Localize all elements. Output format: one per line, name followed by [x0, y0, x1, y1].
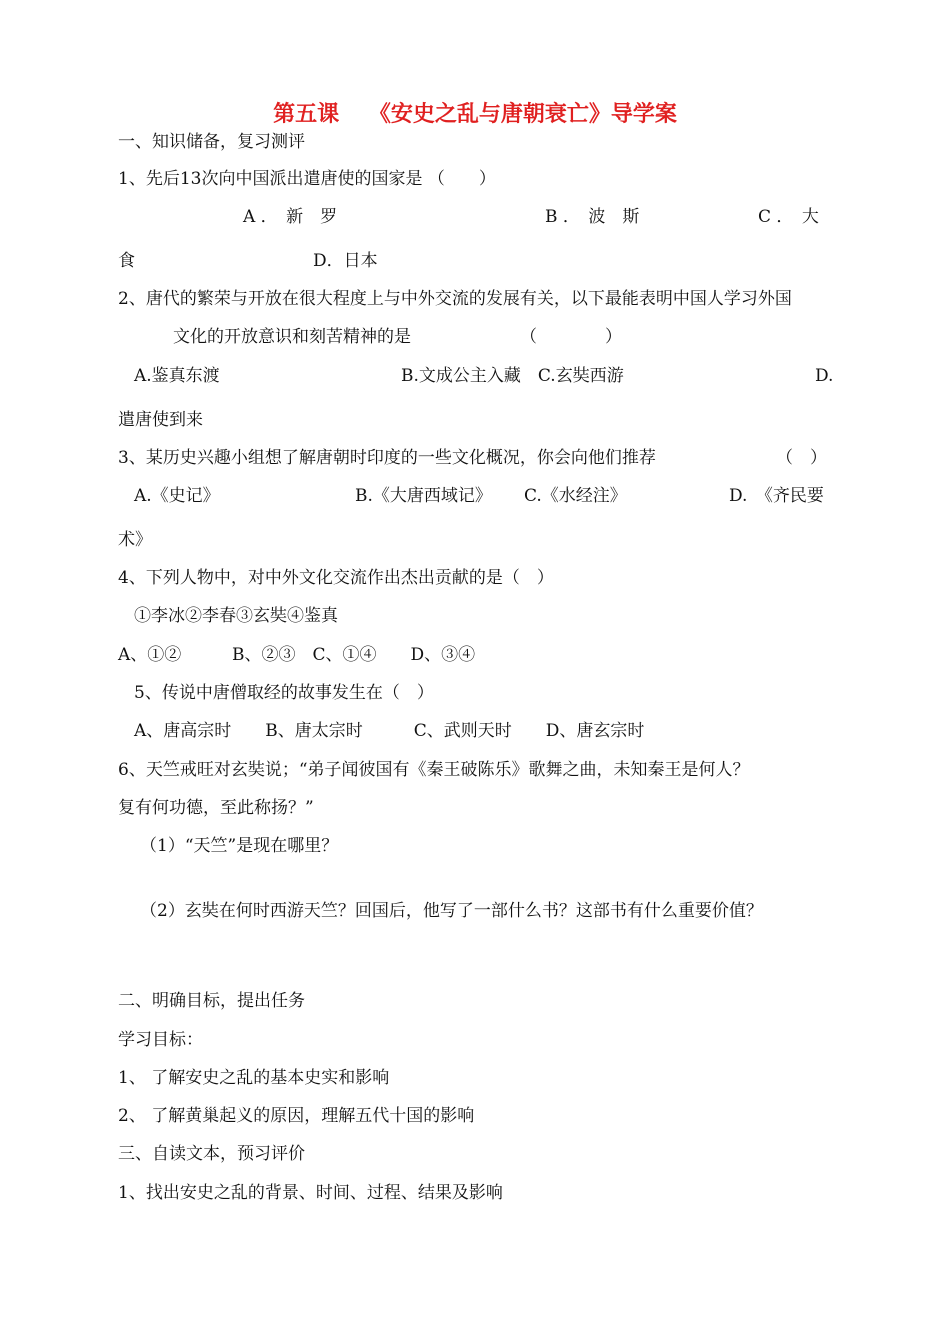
q1-option-a: A ． 新 罗	[243, 207, 338, 227]
q5-stem: 5、传说中唐僧取经的故事发生在（ ）	[134, 683, 434, 703]
goal-1: 1、 了解安史之乱的基本史实和影响	[118, 1068, 390, 1088]
q1-stem: 1、先后13次向中国派出遣唐使的国家是 （ ）	[118, 169, 496, 189]
page-title: 第五课 《安史之乱与唐朝衰亡》导学案	[273, 102, 677, 127]
goals-label: 学习目标：	[118, 1030, 203, 1050]
q2-answer-paren: （ ）	[520, 327, 622, 347]
q1-option-d: D．日本	[313, 251, 378, 271]
q5-options: A、唐高宗时 B、唐太宗时 C、武则天时 D、唐玄宗时	[134, 721, 645, 741]
q3-option-d: D. 《齐民要	[729, 486, 824, 506]
q3-answer-paren: （ ）	[776, 448, 827, 468]
q6-stem-cont: 复有何功德，至此称扬？”	[118, 798, 314, 818]
q6-stem: 6、天竺戒旺对玄奘说；“弟子闻彼国有《秦王破陈乐》歌舞之曲，未知秦王是何人？	[118, 760, 750, 780]
q3-stem: 3、某历史兴趣小组想了解唐朝时印度的一些文化概况，你会向他们推荐	[118, 448, 656, 468]
q4-items: ①李冰②李春③玄奘④鉴真	[134, 606, 338, 626]
q1-option-c-wrap: 食	[118, 251, 135, 271]
q2-stem-cont: 文化的开放意识和刻苦精神的是	[173, 327, 411, 347]
q4-option-bcd: B、②③ C、①④ D、③④	[232, 645, 476, 665]
q1-option-b: B ． 波 斯	[545, 207, 640, 227]
section-3-heading: 三、自读文本，预习评价	[118, 1144, 305, 1164]
q3-option-b: B.《大唐西域记》	[355, 486, 492, 506]
q3-option-c: C.《水经注》	[524, 486, 627, 506]
q2-option-d: D.	[815, 366, 834, 386]
goal-2: 2、 了解黄巢起义的原因，理解五代十国的影响	[118, 1106, 475, 1126]
section-3-item-1: 1、找出安史之乱的背景、时间、过程、结果及影响	[118, 1183, 503, 1203]
q1-option-c: C ． 大	[758, 207, 819, 227]
q6-sub-question-1: （1）“天竺”是现在哪里？	[140, 836, 339, 856]
q3-option-a: A.《史记》	[134, 486, 220, 506]
q4-stem: 4、下列人物中，对中外文化交流作出杰出贡献的是（ ）	[118, 568, 554, 588]
q2-option-a: A.鉴真东渡	[134, 366, 220, 386]
q4-option-a: A、①②	[118, 645, 182, 665]
q6-sub-question-2: （2）玄奘在何时西游天竺？回国后，他写了一部什么书？这部书有什么重要价值？	[140, 901, 763, 921]
q2-option-bc: B.文成公主入藏 C.玄奘西游	[401, 366, 624, 386]
q2-stem: 2、唐代的繁荣与开放在很大程度上与中外交流的发展有关，以下最能表明中国人学习外国	[118, 289, 792, 309]
q2-option-d-wrap: 遣唐使到来	[118, 410, 203, 430]
section-2-heading: 二、明确目标，提出任务	[118, 991, 305, 1011]
q3-option-d-wrap: 术》	[118, 530, 152, 550]
section-1-heading: 一、知识储备，复习测评	[118, 132, 305, 152]
